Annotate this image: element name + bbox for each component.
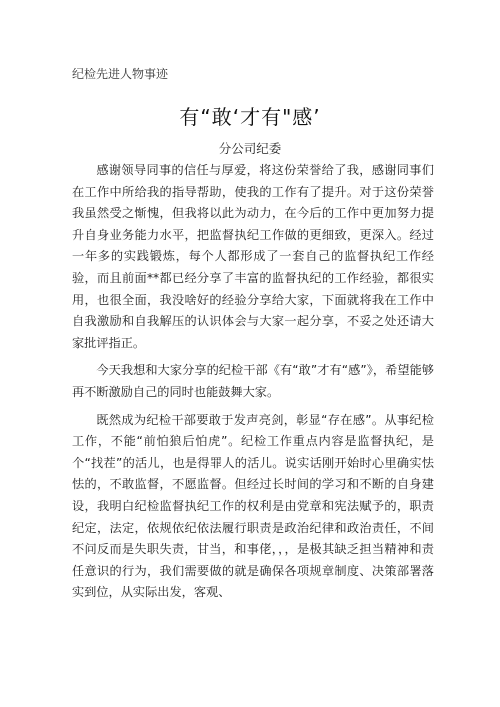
document-author: 分公司纪委 xyxy=(218,141,282,156)
paragraph: 既然成为纪检干部要敢于发声亮剑，彰显“存在感”。从事纪检工作，不能“前怕狼后怕虎”。纪检工作重点内容是监督执纪，是个“找茬”的活儿，也是得罪人的活儿。说实话刚开始时心里确实怯怯的，不敢监督，不愿监督。但经过长时间的学习和不断的自身建设，我明白纪检监督执纪工作的权利是由党章和宪法赋予的，职责纪定，法定，依规依纪依法履行职责是政治纪律和政治责任，不间不问反而是失职失责，甘当，和事佬，，，是极其缺乏担当精神和责任意识的行为，我们需要做的就是确保各项规章制度、决策部署落实到位，从实际出发，客观、 xyxy=(72,412,434,600)
paragraph: 感谢领导同事的信任与厚爱，将这份荣誉给了我，感谢同事们在工作中所给我的指导帮助，使我的工作有了提升。对于这份荣誉我虽然受之惭愧，但我将以此为动力，在今后的工作中更加努力提升自身业务能力水平，把监督执纪工作做的更细致，更深入。经过一年多的实践锻炼，每个人都形成了一套自己的监督执纪工作经验，而且前面**都已经分享了丰富的监督执纪的工作经验，都很实用，也很全面，我没啥好的经验分享给大家，下面就将我在工作中自我激励和自我解压的认识体会与大家一起分享，不妥之处还请大家批评指正。 xyxy=(72,163,434,350)
document-category: 纪检先进人物事迹 xyxy=(72,67,169,81)
paragraph: 今天我想和大家分享的纪检干部《有“敢”才有“感”》，希望能够再不断激励自己的同时也能鼓舞大家。 xyxy=(72,363,434,399)
document-title: 有“敢‘才有"感’ xyxy=(179,105,321,129)
document-body xyxy=(72,160,434,608)
